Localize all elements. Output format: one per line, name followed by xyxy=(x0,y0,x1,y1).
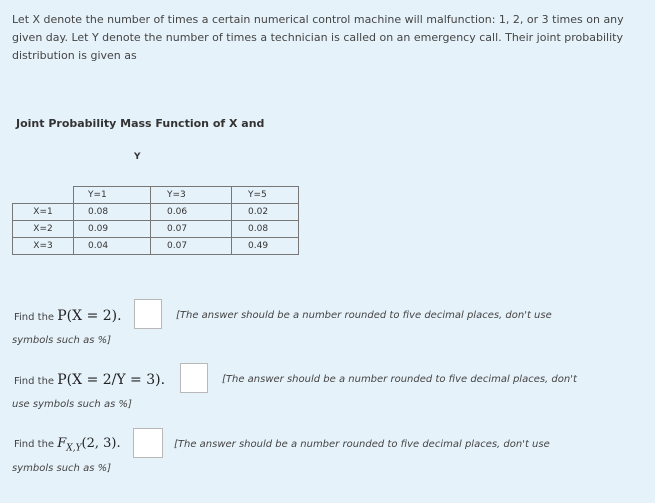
table-row xyxy=(13,221,299,238)
question-3-note: [The answer should be a number rounded to five decimal places, don't use xyxy=(174,439,550,450)
question-3-note-cont: symbols such as %] xyxy=(12,463,111,474)
question-3-subscript: X,Y xyxy=(66,443,82,454)
table-cell: 0.09 xyxy=(74,221,151,238)
question-1-note: [The answer should be a number rounded to five decimal places, don't use xyxy=(176,310,552,321)
table-cell: 0.08 xyxy=(232,221,299,238)
question-2-expression: P(X = 2/Y = 3). xyxy=(57,372,166,388)
question-1-note-cont: symbols such as %] xyxy=(12,335,111,346)
header-cell-y5: Y=5 xyxy=(232,187,299,204)
header-cell-y1: Y=1 xyxy=(74,187,151,204)
joint-pmf-table xyxy=(12,186,299,255)
question-3-expression xyxy=(57,436,121,454)
question-3-lead: Find the xyxy=(14,439,55,450)
row-label-x1: X=1 xyxy=(13,204,74,221)
question-2 xyxy=(14,372,165,388)
question-3-args: (2, 3). xyxy=(81,436,121,451)
question-1-lead: Find the xyxy=(14,312,55,323)
table-cell: 0.07 xyxy=(151,238,232,255)
answer-input-1[interactable] xyxy=(134,299,162,329)
row-label-x3: X=3 xyxy=(13,238,74,255)
table-cell: 0.04 xyxy=(74,238,151,255)
question-2-note-cont: use symbols such as %] xyxy=(12,399,132,410)
table-cell: 0.49 xyxy=(232,238,299,255)
table-title: Joint Probability Mass Function of X and xyxy=(16,117,265,130)
table-header-row xyxy=(13,187,299,204)
table-cell: 0.02 xyxy=(232,204,299,221)
question-3-function: F xyxy=(57,436,67,451)
question-2-lead: Find the xyxy=(14,376,55,387)
y-axis-label: Y xyxy=(134,152,141,162)
answer-input-2[interactable] xyxy=(180,363,208,393)
header-cell-y3: Y=3 xyxy=(151,187,232,204)
question-3 xyxy=(14,436,121,454)
table-row xyxy=(13,238,299,255)
table-cell: 0.07 xyxy=(151,221,232,238)
answer-input-3[interactable] xyxy=(133,428,163,458)
question-2-note: [The answer should be a number rounded to five decimal places, don't xyxy=(222,374,577,385)
table-row xyxy=(13,204,299,221)
table-cell: 0.08 xyxy=(74,204,151,221)
question-1 xyxy=(14,308,122,324)
problem-intro: Let X denote the number of times a certain numerical control machine will malfunction: 1, 2, or 3 times on any given day. Let Y denote the number of times a technician is called on an emergency call. Their joint probability distribution is given as xyxy=(12,13,624,62)
table-cell: 0.06 xyxy=(151,204,232,221)
table-corner-cell xyxy=(13,187,74,204)
row-label-x2: X=2 xyxy=(13,221,74,238)
question-1-expression: P(X = 2). xyxy=(57,308,122,324)
